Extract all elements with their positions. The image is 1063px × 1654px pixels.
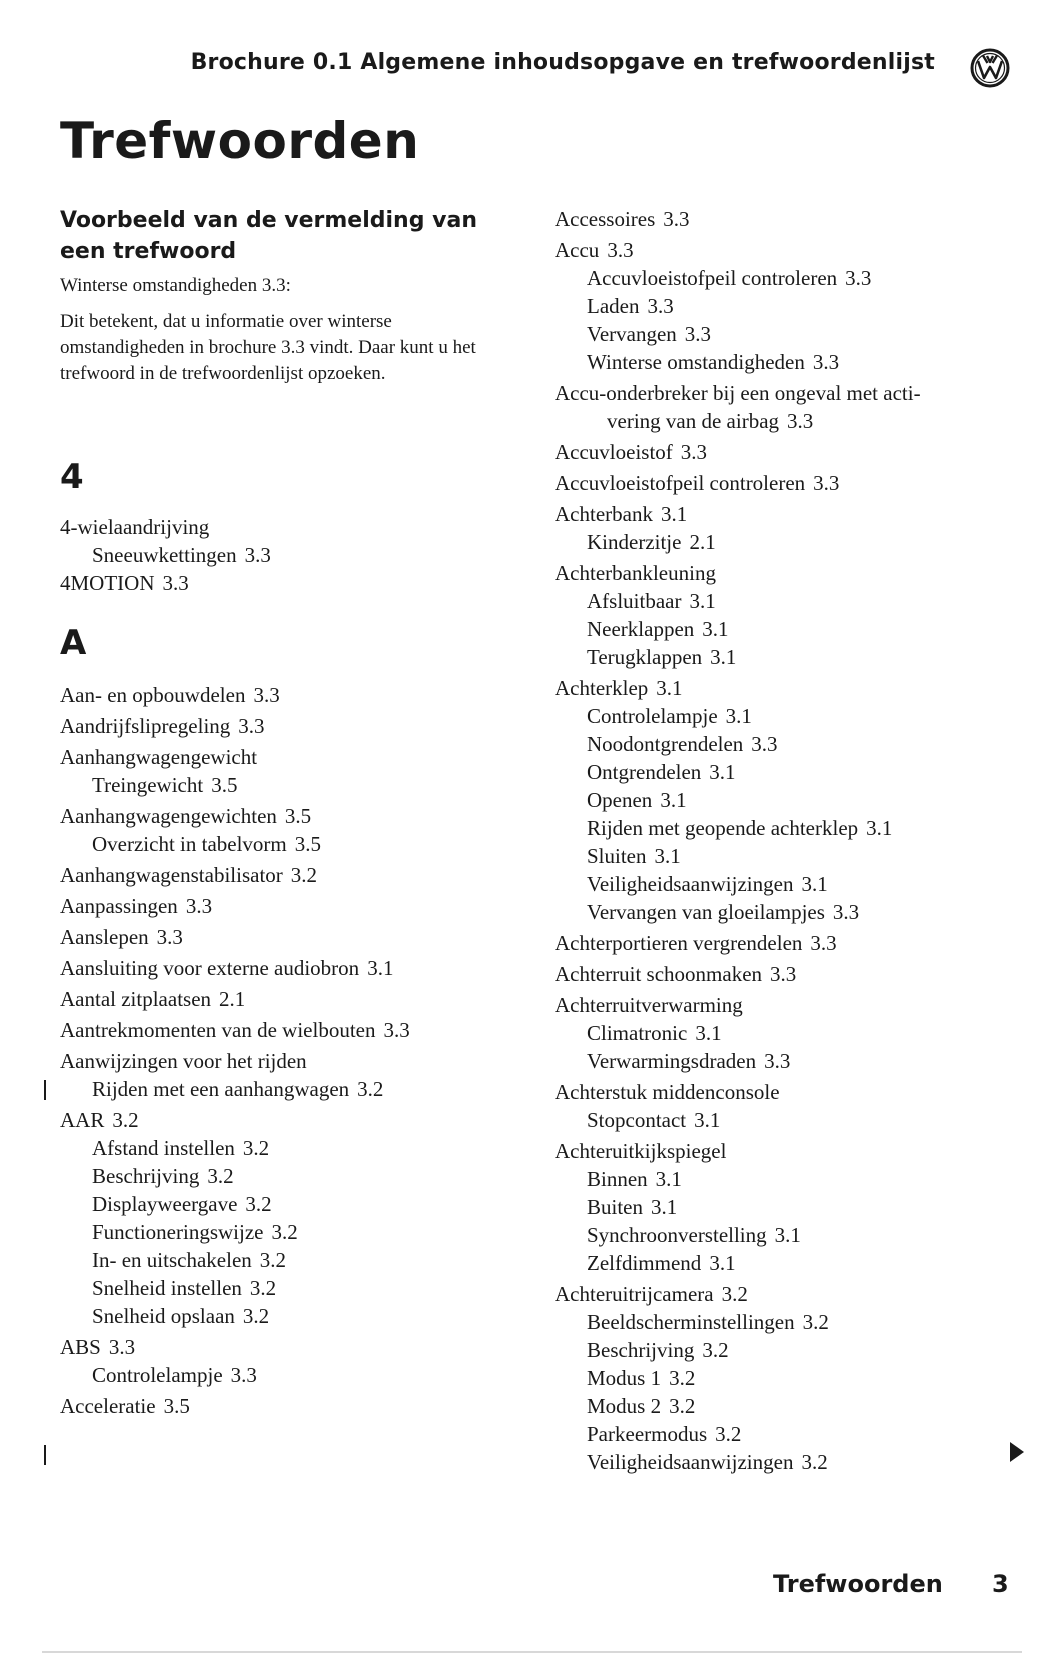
index-subentry[interactable]: Controlelampje 3.1 xyxy=(587,704,752,728)
index-subentry[interactable]: Buiten 3.1 xyxy=(587,1195,678,1219)
index-entry[interactable]: Achterstuk middenconsole xyxy=(555,1080,780,1104)
index-entry[interactable]: Accuvloeistof 3.3 xyxy=(555,440,708,464)
index-subentry[interactable]: Climatronic 3.1 xyxy=(587,1021,722,1045)
index-subentry[interactable]: Terugklappen 3.1 xyxy=(587,645,737,669)
index-entry[interactable]: Achterbank 3.1 xyxy=(555,502,688,526)
index-entry[interactable]: Achteruitkijkspiegel xyxy=(555,1139,727,1163)
index-entry[interactable]: Accu 3.3 xyxy=(555,238,634,262)
index-subentry[interactable]: Treingewicht 3.5 xyxy=(92,773,238,797)
index-subentry[interactable]: Afsluitbaar 3.1 xyxy=(587,589,716,613)
index-entry[interactable]: Accuvloeistofpeil controleren 3.3 xyxy=(555,471,840,495)
index-subentry[interactable]: Parkeermodus 3.2 xyxy=(587,1422,742,1446)
index-list-a xyxy=(60,681,520,1420)
index-subentry[interactable]: Stopcontact 3.1 xyxy=(587,1108,721,1132)
example-term: Winterse omstandigheden 3.3: xyxy=(60,275,291,296)
index-entry[interactable]: Aandrijfslipregeling 3.3 xyxy=(60,714,265,738)
index-entry[interactable]: Achterbankleuning xyxy=(555,561,716,585)
index-subentry[interactable]: Afstand instellen 3.2 xyxy=(92,1136,270,1160)
index-subentry[interactable]: Vervangen van gloeilampjes 3.3 xyxy=(587,900,860,924)
index-entry[interactable]: Accu-onderbreker bij een ongeval met acti- xyxy=(555,381,921,405)
section-letter-a: A xyxy=(60,623,87,663)
index-entry[interactable]: Achteruitrijcamera 3.2 xyxy=(555,1282,748,1306)
index-subentry[interactable]: Neerklappen 3.1 xyxy=(587,617,729,641)
bottom-divider xyxy=(42,1651,1022,1653)
index-subentry[interactable]: Kinderzitje 2.1 xyxy=(587,530,716,554)
index-subentry[interactable]: Rijden met een aanhangwagen 3.2 xyxy=(92,1077,384,1101)
index-entry[interactable]: Achterruit schoonmaken 3.3 xyxy=(555,962,797,986)
index-entry[interactable]: AAR 3.2 xyxy=(60,1108,139,1132)
index-subentry[interactable]: Openen 3.1 xyxy=(587,788,687,812)
index-subentry[interactable]: Noodontgrendelen 3.3 xyxy=(587,732,778,756)
index-subentry[interactable]: Snelheid instellen 3.2 xyxy=(92,1276,277,1300)
vw-logo-icon xyxy=(970,48,1010,88)
index-subentry[interactable]: Beschrijving 3.2 xyxy=(92,1164,234,1188)
index-entry[interactable]: Aansluiting voor externe audiobron 3.1 xyxy=(60,956,394,980)
index-entry[interactable]: Aanpassingen 3.3 xyxy=(60,894,213,918)
index-subentry[interactable]: Modus 2 3.2 xyxy=(587,1394,696,1418)
page-number: 3 xyxy=(992,1570,1009,1598)
index-entry[interactable]: Aanwijzingen voor het rijden xyxy=(60,1049,307,1073)
triangle-right-icon xyxy=(1010,1442,1024,1462)
index-entry[interactable]: Achterruitverwarming xyxy=(555,993,743,1017)
index-subentry[interactable]: Accuvloeistofpeil controleren 3.3 xyxy=(587,266,872,290)
index-entry[interactable]: Accessoires 3.3 xyxy=(555,207,690,231)
index-entry-continuation[interactable]: vering van de airbag 3.3 xyxy=(607,409,814,433)
index-subentry[interactable]: Veiligheidsaanwijzingen 3.1 xyxy=(587,872,828,896)
index-subentry[interactable]: Snelheid opslaan 3.2 xyxy=(92,1304,270,1328)
index-subentry[interactable]: Sneeuwkettingen 3.3 xyxy=(92,543,271,567)
index-entry[interactable]: Aantrekmomenten van de wielbouten 3.3 xyxy=(60,1018,410,1042)
index-subentry[interactable]: Beeldscherminstellingen 3.2 xyxy=(587,1310,829,1334)
index-subentry[interactable]: Sluiten 3.1 xyxy=(587,844,681,868)
section-letter-4: 4 xyxy=(60,457,84,497)
index-subentry[interactable]: Synchroonverstelling 3.1 xyxy=(587,1223,801,1247)
footer-title: Trefwoorden xyxy=(773,1570,943,1598)
page-title: Trefwoorden xyxy=(60,112,420,170)
page-header xyxy=(0,48,1063,88)
index-entry[interactable]: 4MOTION 3.3 xyxy=(60,571,189,595)
index-subentry[interactable]: Veiligheidsaanwijzingen 3.2 xyxy=(587,1450,828,1474)
index-subentry[interactable]: Displayweergave 3.2 xyxy=(92,1192,272,1216)
index-subentry[interactable]: Modus 1 3.2 xyxy=(587,1366,696,1390)
index-entry[interactable]: Aanslepen 3.3 xyxy=(60,925,183,949)
index-entry[interactable]: ABS 3.3 xyxy=(60,1335,136,1359)
example-box xyxy=(60,205,520,387)
index-entry[interactable]: 4-wielaandrijving xyxy=(60,515,210,539)
index-subentry[interactable]: Controlelampje 3.3 xyxy=(92,1363,257,1387)
index-subentry[interactable]: Functioneringswijze 3.2 xyxy=(92,1220,298,1244)
index-subentry[interactable]: Winterse omstandigheden 3.3 xyxy=(587,350,840,374)
index-entry[interactable]: Achterportieren vergrendelen 3.3 xyxy=(555,931,837,955)
index-subentry[interactable]: Vervangen 3.3 xyxy=(587,322,712,346)
index-subentry[interactable]: Beschrijving 3.2 xyxy=(587,1338,729,1362)
index-entry[interactable]: Aanhangwagengewicht xyxy=(60,745,258,769)
index-entry[interactable]: Aantal zitplaatsen 2.1 xyxy=(60,987,246,1011)
index-subentry[interactable]: Zelfdimmend 3.1 xyxy=(587,1251,736,1275)
index-entry[interactable]: Aanhangwagenstabilisator 3.2 xyxy=(60,863,318,887)
index-subentry[interactable]: Laden 3.3 xyxy=(587,294,674,318)
change-bar xyxy=(44,1445,46,1465)
index-list-4 xyxy=(60,513,520,597)
index-entry[interactable]: Acceleratie 3.5 xyxy=(60,1394,190,1418)
example-text: Dit betekent, dat u informatie over winterse omstandigheden in brochure 3.3 vindt. Daar kunt u het trefwoord in de trefwoordenlijst opzoeken. xyxy=(60,311,476,384)
right-column xyxy=(555,205,1025,1476)
index-subentry[interactable]: In- en uitschakelen 3.2 xyxy=(92,1248,287,1272)
index-entry[interactable]: Aanhangwagengewichten 3.5 xyxy=(60,804,312,828)
index-subentry[interactable]: Rijden met geopende achterklep 3.1 xyxy=(587,816,893,840)
index-subentry[interactable]: Verwarmingsdraden 3.3 xyxy=(587,1049,791,1073)
left-column xyxy=(60,205,520,1420)
example-heading: Voorbeeld van de vermelding van een trefwoord xyxy=(60,208,477,264)
change-bar xyxy=(44,1080,46,1100)
index-subentry[interactable]: Overzicht in tabelvorm 3.5 xyxy=(92,832,322,856)
index-subentry[interactable]: Ontgrendelen 3.1 xyxy=(587,760,736,784)
index-entry[interactable]: Achterklep 3.1 xyxy=(555,676,683,700)
index-subentry[interactable]: Binnen 3.1 xyxy=(587,1167,682,1191)
brochure-title: Brochure 0.1 Algemene inhoudsopgave en trefwoordenlijst xyxy=(190,50,935,75)
index-entry[interactable]: Aan- en opbouwdelen 3.3 xyxy=(60,683,280,707)
